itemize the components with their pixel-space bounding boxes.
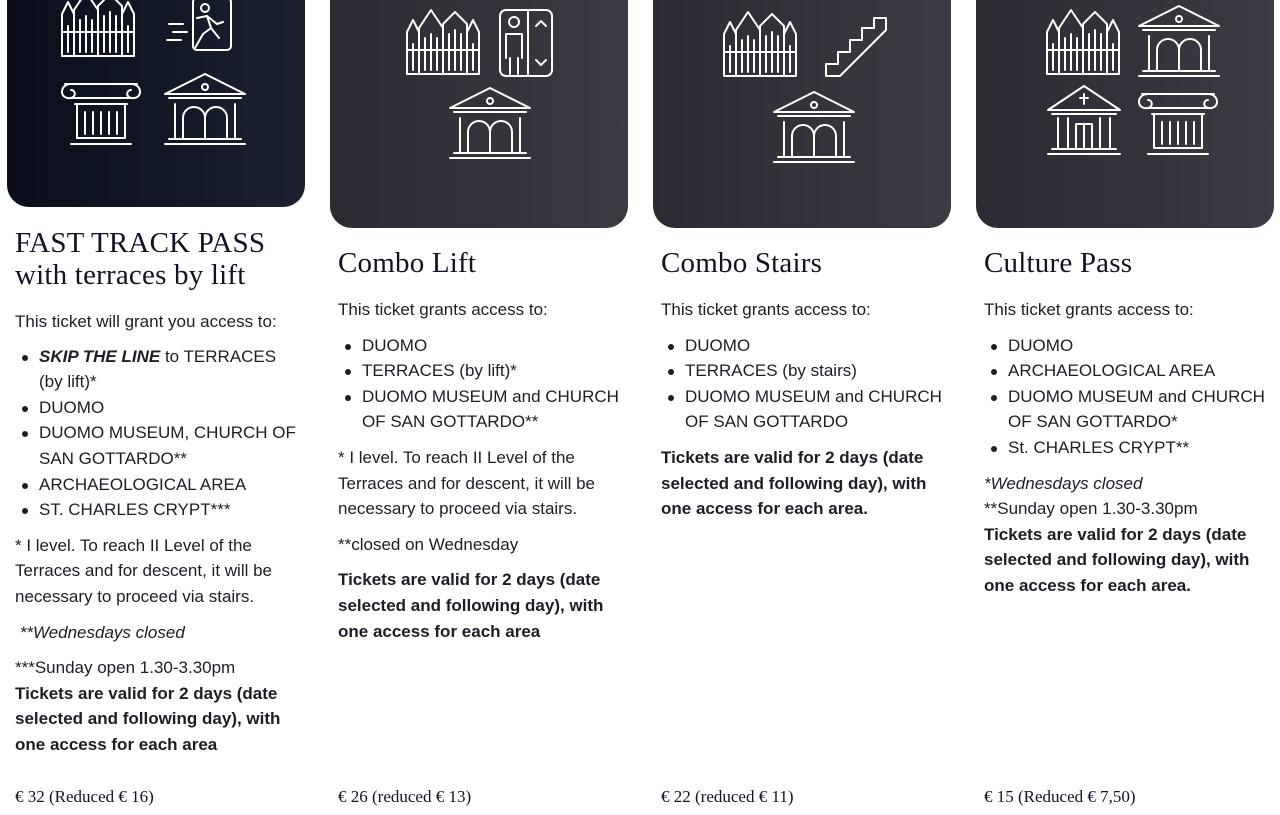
duomo-icon bbox=[407, 10, 479, 74]
price: € 15 (Reduced € 7,50) bbox=[984, 787, 1136, 806]
validity-note: Tickets are valid for 2 days (date selected and following day), with one access for each area. bbox=[661, 447, 927, 519]
footnote: **closed on Wednesday bbox=[338, 534, 519, 554]
footnote: * I level. To reach II Level of the Terraces and for descent, it will be necessary to proceed via stairs. bbox=[15, 535, 273, 606]
museum-icon bbox=[1139, 6, 1219, 76]
validity-note: Tickets are valid for 2 days (date selected and following day), with one access for each area bbox=[338, 570, 604, 641]
list-item: DUOMO bbox=[362, 333, 626, 359]
list-item: TERRACES (by lift)* bbox=[362, 358, 626, 384]
fast-track-image bbox=[7, 0, 305, 207]
culture-pass-image bbox=[976, 0, 1274, 228]
fast-track-runner-icon bbox=[167, 0, 231, 50]
footnote: * I level. To reach II Level of the Terraces and for descent, it will be necessary to proceed via stairs. bbox=[338, 447, 596, 519]
footnote: *Wednesdays closed bbox=[984, 473, 1143, 493]
access-list bbox=[15, 344, 303, 523]
validity-note: Tickets are valid for 2 days (date selected and following day), with one access for each area. bbox=[984, 524, 1250, 595]
footnote: **Wednesdays closed bbox=[15, 622, 185, 642]
lift-icon bbox=[500, 10, 552, 76]
price: € 26 (reduced € 13) bbox=[338, 787, 472, 806]
museum-icon bbox=[774, 92, 854, 162]
card-title: FAST TRACK PASS with terraces by lift bbox=[15, 227, 266, 291]
footnote: **Sunday open 1.30-3.30pm bbox=[984, 499, 1198, 519]
list-item: DUOMO bbox=[685, 333, 949, 359]
card-intro: This ticket grants access to: bbox=[338, 300, 548, 319]
card-intro: This ticket will grant you access to: bbox=[15, 312, 277, 331]
list-item: DUOMO bbox=[1008, 333, 1272, 359]
combo-lift-image bbox=[330, 0, 628, 228]
museum-icon bbox=[450, 88, 530, 158]
combo-stairs-image bbox=[653, 0, 951, 228]
access-list bbox=[661, 333, 949, 435]
museum-icon bbox=[165, 74, 245, 144]
list-item: DUOMO MUSEUM and CHURCH OF SAN GOTTARDO** bbox=[362, 384, 626, 435]
list-item: DUOMO MUSEUM and CHURCH OF SAN GOTTARDO* bbox=[1008, 384, 1272, 435]
duomo-icon bbox=[724, 12, 796, 76]
card-intro: This ticket grants access to: bbox=[661, 300, 871, 319]
ionic-column-icon bbox=[1139, 94, 1217, 154]
access-list bbox=[338, 333, 626, 435]
validity-note: Tickets are valid for 2 days (date selected and following day), with one access for each area bbox=[15, 683, 281, 754]
list-item: TERRACES (by stairs) bbox=[685, 358, 949, 384]
card-intro: This ticket grants access to: bbox=[984, 300, 1194, 319]
duomo-icon bbox=[1047, 10, 1119, 74]
list-item: DUOMO MUSEUM and CHURCH OF SAN GOTTARDO bbox=[685, 384, 949, 435]
footnote: ***Sunday open 1.30-3.30pm bbox=[15, 658, 236, 678]
card-title: Combo Lift bbox=[338, 247, 477, 279]
list-item: SKIP THE LINE to TERRACES (by lift)* bbox=[39, 344, 303, 395]
ionic-column-icon bbox=[62, 84, 140, 144]
list-item: ST. CHARLES CRYPT*** bbox=[39, 497, 303, 523]
price: € 22 (reduced € 11) bbox=[661, 787, 794, 806]
list-item: DUOMO MUSEUM, CHURCH OF SAN GOTTARDO** bbox=[39, 420, 303, 471]
list-item: St. CHARLES CRYPT** bbox=[1008, 435, 1272, 461]
access-list bbox=[984, 333, 1272, 461]
duomo-icon bbox=[62, 0, 134, 56]
list-item: ARCHAEOLOGICAL AREA bbox=[39, 472, 303, 498]
card-title: Culture Pass bbox=[984, 247, 1133, 279]
list-item: ARCHAEOLOGICAL AREA bbox=[1008, 358, 1272, 384]
price: € 32 (Reduced € 16) bbox=[15, 787, 154, 806]
card-title: Combo Stairs bbox=[661, 247, 823, 279]
list-item: DUOMO bbox=[39, 395, 303, 421]
stairs-icon bbox=[826, 18, 886, 76]
church-icon bbox=[1048, 86, 1120, 154]
